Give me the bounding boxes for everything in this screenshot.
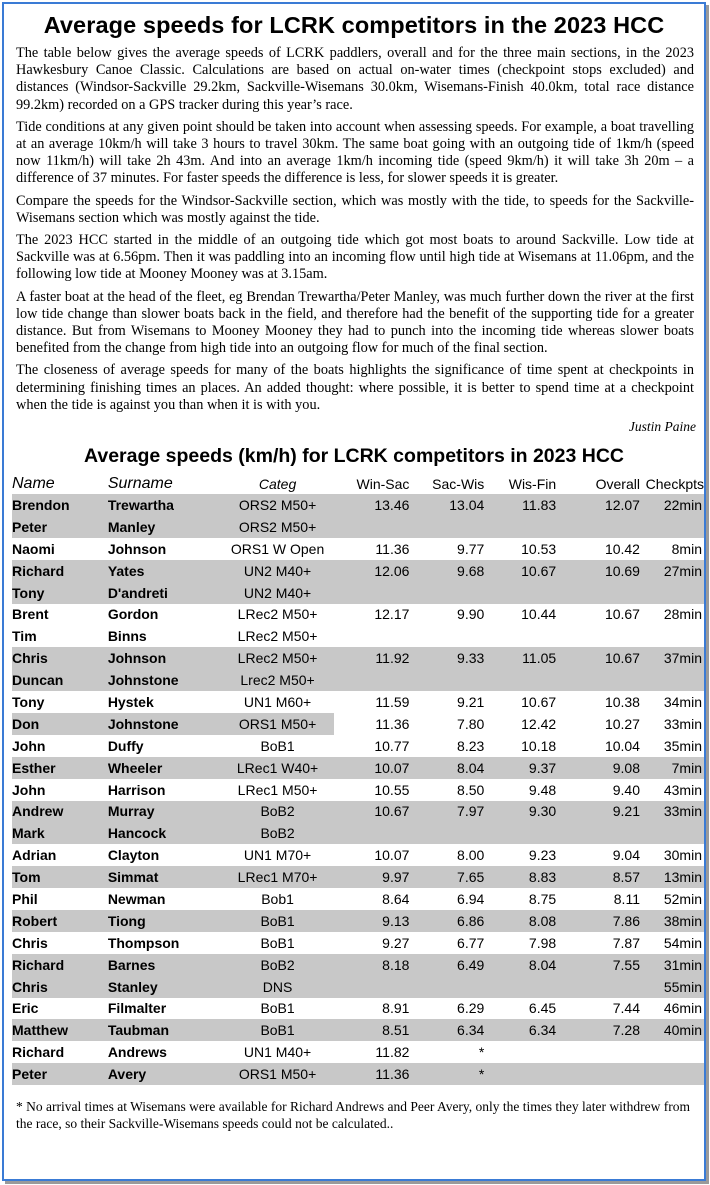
cell-wis-fin: 6.34	[484, 1019, 556, 1041]
cell-surname: Johnson	[108, 647, 222, 669]
table-row	[12, 866, 704, 888]
cell-wis-fin: 9.23	[528, 847, 557, 864]
table-row	[12, 669, 704, 691]
cell-name: Chris	[12, 934, 48, 951]
cell-win-sac: 13.46	[334, 494, 410, 516]
cell-win-sac: 11.36	[334, 1063, 410, 1085]
cell-surname: Johnstone	[108, 713, 222, 735]
cell-sac-wis: 7.65	[409, 866, 484, 888]
cell-name: Eric	[12, 1000, 39, 1017]
cell-surname: Gordon	[107, 606, 159, 623]
cell-category: LRec1 M70+	[222, 866, 334, 888]
speeds-table	[12, 474, 704, 1085]
cell-surname: Johnstone	[108, 669, 222, 691]
cell-name: Brendon	[12, 494, 108, 516]
cell-wis-fin: 11.83	[484, 494, 556, 516]
cell-win-sac: 11.92	[334, 647, 410, 669]
cell-wis-fin: 9.48	[528, 781, 557, 798]
cell-sac-wis: *	[409, 1063, 484, 1085]
table-header-row	[12, 474, 704, 494]
cell-wis-fin: 10.44	[521, 606, 557, 623]
cell-win-sac	[334, 669, 410, 691]
cell-overall: 8.11	[613, 891, 640, 908]
cell-name: Duncan	[12, 669, 108, 691]
article-body	[16, 45, 694, 414]
cell-surname: Murray	[108, 801, 222, 823]
cell-checkpoints: 31min	[640, 954, 704, 976]
cell-overall: 7.55	[556, 954, 640, 976]
cell-surname: Avery	[108, 1063, 222, 1085]
header-name: Name	[12, 475, 55, 493]
cell-sac-wis: 9.33	[409, 647, 484, 669]
header-wis-fin: Wis-Fin	[508, 476, 557, 493]
cell-surname: Andrews	[107, 1044, 167, 1061]
cell-name: Robert	[12, 910, 108, 932]
cell-win-sac: 11.59	[375, 694, 410, 711]
cell-checkpoints: 55min	[640, 976, 704, 998]
table-row	[12, 647, 704, 669]
header-category: Categ	[258, 476, 297, 493]
paragraph: The closeness of average speeds for many of the boats highlights the significance of time spent at checkpoints in determining finishing times an places. An added thought: where possible, it is better to spend time at a checkpoint when the tide is against you than when it is with you.	[16, 362, 694, 413]
cell-sac-wis: 8.50	[457, 781, 485, 798]
cell-checkpoints: 28min	[663, 606, 702, 623]
cell-sac-wis	[409, 822, 484, 844]
cell-category: ORS2 M50+	[222, 516, 334, 538]
cell-surname: Wheeler	[108, 757, 222, 779]
cell-sac-wis: 6.34	[409, 1019, 484, 1041]
cell-overall	[556, 1063, 640, 1085]
cell-overall: 9.04	[612, 847, 640, 864]
cell-category: BoB2	[222, 801, 334, 823]
cell-win-sac: 10.55	[374, 781, 410, 798]
paragraph: Tide conditions at any given point should be taken into account when assessing speeds. For example, a boat travelling at an average 10km/h will take 3 hours to travel 30km. The same boat going with an outgoing tide of 1km/h (speed now 11km/h) will take 2h 43m. And into an average 1km/h incoming tide (speed 9km/h) it will take 3h 20m – a difference of 37 minutes. For faster speeds the difference is less, for slower speeds it is greater.	[16, 118, 694, 187]
cell-category: LRec1 M50+	[237, 781, 318, 798]
cell-win-sac: 9.13	[334, 910, 410, 932]
cell-checkpoints	[640, 1063, 704, 1085]
cell-surname: Binns	[107, 628, 147, 645]
cell-checkpoints	[640, 669, 704, 691]
cell-checkpoints: 46min	[663, 1000, 702, 1017]
cell-overall: 10.04	[604, 737, 640, 754]
cell-sac-wis: 6.94	[457, 891, 485, 908]
table-row	[12, 604, 704, 626]
cell-category: BoB1	[222, 910, 334, 932]
cell-surname: Simmat	[108, 866, 222, 888]
cell-win-sac: 9.27	[382, 934, 410, 951]
table-title: Average speeds (km/h) for LCRK competitors in 2023 HCC	[84, 445, 624, 468]
cell-overall: 10.42	[604, 540, 640, 557]
cell-category: UN1 M60+	[243, 694, 312, 711]
table-row	[12, 560, 704, 582]
cell-wis-fin: 8.08	[484, 910, 556, 932]
cell-wis-fin: 8.83	[484, 866, 556, 888]
cell-name: Richard	[12, 560, 108, 582]
cell-wis-fin	[484, 1041, 556, 1063]
table-row	[12, 888, 704, 910]
cell-surname: D'andreti	[108, 582, 222, 604]
cell-category: LRec2 M50+	[237, 606, 318, 623]
cell-win-sac: 12.17	[374, 606, 410, 623]
cell-category: UN1 M70+	[243, 847, 312, 864]
cell-name: Chris	[12, 976, 108, 998]
cell-category: ORS1 M50+	[222, 1063, 334, 1085]
cell-surname: Manley	[108, 516, 222, 538]
table-row	[12, 757, 704, 779]
cell-surname: Thompson	[107, 934, 180, 951]
cell-checkpoints	[640, 516, 704, 538]
cell-wis-fin	[484, 1063, 556, 1085]
cell-checkpoints: 22min	[640, 494, 704, 516]
cell-overall: 7.86	[556, 910, 640, 932]
cell-win-sac: 8.18	[334, 954, 410, 976]
paragraph: Compare the speeds for the Windsor-Sackville section, which was mostly with the tide, to speeds for the Sackville-Wisemans section which was mostly against the tide.	[16, 192, 694, 226]
cell-name: Chris	[12, 647, 108, 669]
cell-wis-fin: 12.42	[521, 715, 557, 732]
cell-overall: 10.67	[556, 647, 640, 669]
cell-category: BoB2	[222, 954, 334, 976]
cell-name: Peter	[12, 1063, 108, 1085]
cell-surname: Hancock	[108, 822, 222, 844]
cell-win-sac: 9.97	[334, 866, 410, 888]
cell-overall: 10.38	[604, 694, 640, 711]
cell-overall	[556, 822, 640, 844]
table-row	[12, 998, 704, 1020]
cell-win-sac	[334, 822, 410, 844]
cell-checkpoints: 52min	[663, 891, 702, 908]
cell-wis-fin: 10.67	[484, 560, 556, 582]
cell-wis-fin	[484, 582, 556, 604]
table-row	[12, 625, 704, 647]
cell-win-sac: 10.07	[374, 847, 410, 864]
cell-win-sac: 10.77	[374, 737, 410, 754]
cell-win-sac	[334, 625, 410, 647]
cell-name: Brent	[12, 606, 49, 623]
cell-checkpoints	[640, 625, 704, 647]
cell-surname: Stanley	[108, 976, 222, 998]
cell-surname: Filmalter	[107, 1000, 167, 1017]
cell-category: BoB2	[222, 822, 334, 844]
cell-wis-fin: 10.67	[521, 694, 557, 711]
cell-surname: Newman	[107, 891, 166, 908]
cell-name: Tom	[12, 866, 108, 888]
table-row	[12, 1063, 704, 1085]
cell-category: ORS1 W Open	[230, 540, 325, 557]
cell-name: Esther	[12, 757, 108, 779]
cell-overall: 7.44	[612, 1000, 640, 1017]
cell-wis-fin	[484, 669, 556, 691]
cell-surname: Barnes	[108, 954, 222, 976]
cell-checkpoints: 33min	[640, 801, 704, 823]
cell-overall: 9.21	[556, 801, 640, 823]
cell-wis-fin: 8.04	[484, 954, 556, 976]
table-row	[12, 1019, 704, 1041]
cell-win-sac: 11.36	[375, 540, 410, 557]
paragraph: The table below gives the average speeds of LCRK paddlers, overall and for the three main sections, in the 2023 Hawkesbury Canoe Classic. Calculations are based on actual on-water times (checkpoint stops excluded) and distances (Windsor-Sackville 29.2km, Sackville-Wisemans 30.0km, Wisemans-Finish 40.0km, total race distance 99.2km) recorded on a GPS tracker during this year’s race.	[16, 45, 694, 113]
cell-category: BoB1	[222, 1019, 334, 1041]
header-surname: Surname	[107, 475, 173, 493]
cell-category: Bob1	[261, 891, 294, 908]
table-row	[12, 801, 704, 823]
author-byline: Justin Paine	[628, 419, 696, 435]
cell-overall: 8.57	[556, 866, 640, 888]
cell-name: Matthew	[12, 1019, 108, 1041]
cell-category: BoB1	[260, 934, 295, 951]
cell-sac-wis	[409, 582, 484, 604]
cell-name: Tony	[12, 694, 45, 711]
header-sac-wis: Sac-Wis	[432, 476, 485, 493]
cell-name: John	[12, 781, 46, 798]
cell-name: Andrew	[12, 801, 108, 823]
cell-checkpoints	[640, 1041, 704, 1063]
cell-sac-wis: 9.77	[457, 540, 485, 557]
cell-name: Richard	[12, 954, 108, 976]
cell-category: DNS	[222, 976, 334, 998]
cell-checkpoints: 34min	[663, 694, 702, 711]
table-row	[12, 976, 704, 998]
cell-category: BoB1	[260, 737, 295, 754]
cell-sac-wis	[409, 625, 484, 647]
cell-name: Richard	[12, 1044, 65, 1061]
cell-win-sac	[334, 976, 410, 998]
cell-wis-fin	[484, 625, 556, 647]
cell-sac-wis: 6.49	[409, 954, 484, 976]
cell-overall: 9.40	[612, 781, 640, 798]
cell-overall: 10.69	[556, 560, 640, 582]
cell-sac-wis	[409, 516, 484, 538]
cell-checkpoints	[640, 582, 704, 604]
cell-sac-wis: 8.04	[409, 757, 484, 779]
cell-wis-fin	[484, 976, 556, 998]
cell-category: LRec1 W40+	[222, 757, 334, 779]
cell-checkpoints: 40min	[640, 1019, 704, 1041]
cell-checkpoints: 13min	[640, 866, 704, 888]
cell-checkpoints: 38min	[640, 910, 704, 932]
table-row	[12, 691, 704, 713]
table-row	[12, 932, 704, 954]
cell-overall	[556, 1041, 640, 1063]
cell-name: Don	[12, 713, 108, 735]
table-row	[12, 713, 704, 735]
cell-overall	[556, 669, 640, 691]
table-row	[12, 779, 704, 801]
cell-win-sac	[334, 516, 410, 538]
cell-checkpoints: 54min	[663, 934, 702, 951]
table-row	[12, 538, 704, 560]
article-frame	[2, 2, 706, 1181]
cell-category: LRec2 M50+	[237, 628, 318, 645]
cell-name: John	[12, 737, 46, 754]
cell-sac-wis: 9.68	[409, 560, 484, 582]
cell-sac-wis: 7.97	[409, 801, 484, 823]
cell-win-sac: 8.51	[334, 1019, 410, 1041]
cell-sac-wis: 6.77	[457, 934, 485, 951]
cell-wis-fin: 9.37	[484, 757, 556, 779]
table-row	[12, 735, 704, 757]
cell-checkpoints: 35min	[663, 737, 702, 754]
cell-overall	[556, 582, 640, 604]
cell-checkpoints	[640, 822, 704, 844]
cell-sac-wis: *	[478, 1044, 485, 1061]
cell-checkpoints: 33min	[663, 715, 702, 732]
header-win-sac: Win-Sac	[356, 476, 410, 493]
cell-checkpoints: 37min	[640, 647, 704, 669]
cell-name: Tim	[12, 628, 37, 645]
header-overall: Overall	[595, 476, 640, 493]
cell-surname: Yates	[108, 560, 222, 582]
table-row	[12, 954, 704, 976]
cell-overall: 10.67	[604, 606, 640, 623]
table-body	[12, 494, 704, 1085]
cell-wis-fin: 8.75	[528, 891, 557, 908]
paragraph: The 2023 HCC started in the middle of an outgoing tide which got most boats to around Sackville. Low tide at Sackville was at 6.56pm. Then it was paddling into an incoming flow until high tide at Wisemans at 11.06pm, and the following low tide at Mooney Mooney was at 3.15am.	[16, 232, 694, 283]
cell-sac-wis: 9.90	[457, 606, 485, 623]
cell-category: Lrec2 M50+	[222, 669, 334, 691]
table-row	[12, 516, 704, 538]
cell-category: ORS2 M50+	[222, 494, 334, 516]
cell-category: LRec2 M50+	[222, 647, 334, 669]
footnote: * No arrival times at Wisemans were available for Richard Andrews and Peer Avery, only the times they later withdrew from the race, so their Sackville-Wisemans speeds could not be calculated..	[16, 1099, 690, 1131]
cell-win-sac: 10.67	[334, 801, 410, 823]
cell-overall	[556, 625, 640, 647]
cell-checkpoints: 27min	[640, 560, 704, 582]
cell-overall: 10.27	[604, 715, 640, 732]
table-row	[12, 1041, 704, 1063]
cell-wis-fin: 10.53	[521, 540, 557, 557]
cell-surname: Tiong	[108, 910, 222, 932]
cell-surname: Duffy	[107, 737, 144, 754]
cell-name: Mark	[12, 822, 108, 844]
table-row	[12, 494, 704, 516]
cell-overall	[556, 976, 640, 998]
cell-surname: Taubman	[108, 1019, 222, 1041]
cell-wis-fin: 10.18	[521, 737, 557, 754]
table-row	[12, 844, 704, 866]
cell-wis-fin	[484, 516, 556, 538]
cell-name: Peter	[12, 516, 108, 538]
cell-win-sac: 12.06	[334, 560, 410, 582]
cell-sac-wis	[409, 976, 484, 998]
cell-sac-wis: 8.23	[457, 737, 485, 754]
cell-wis-fin: 9.30	[484, 801, 556, 823]
cell-sac-wis: 7.80	[457, 715, 485, 732]
cell-surname: Hystek	[107, 694, 154, 711]
cell-wis-fin	[484, 822, 556, 844]
cell-wis-fin: 7.98	[528, 934, 557, 951]
cell-overall	[556, 516, 640, 538]
table-row	[12, 582, 704, 604]
cell-win-sac: 11.36	[375, 715, 410, 732]
cell-overall: 12.07	[556, 494, 640, 516]
cell-name: Tony	[12, 582, 108, 604]
cell-category: UN1 M40+	[243, 1044, 312, 1061]
cell-wis-fin: 11.05	[484, 647, 556, 669]
cell-win-sac: 8.91	[382, 1000, 410, 1017]
paragraph: A faster boat at the head of the fleet, eg Brendan Trewartha/Peter Manley, was much further down the river at the first low tide change than slower boats back in the field, and therefore had the benefit of the supporting tide for a greater distance. But from Wisemans to Mooney Mooney they had to punch into the incoming tide whereas slower boats benefited from the change from high tide into an outgoing flow for much of the final section.	[16, 288, 694, 357]
cell-surname: Clayton	[107, 847, 160, 864]
cell-win-sac: 8.64	[382, 891, 410, 908]
cell-sac-wis: 6.29	[457, 1000, 485, 1017]
cell-category: UN2 M40+	[222, 582, 334, 604]
cell-name: Naomi	[12, 540, 55, 557]
cell-category: UN2 M40+	[222, 560, 334, 582]
cell-name: Phil	[12, 891, 38, 908]
cell-sac-wis: 6.86	[409, 910, 484, 932]
cell-sac-wis: 8.00	[457, 847, 485, 864]
cell-surname: Harrison	[107, 781, 166, 798]
article-title: Average speeds for LCRK competitors in the 2023 HCC	[43, 12, 665, 38]
cell-wis-fin: 6.45	[528, 1000, 557, 1017]
cell-checkpoints: 30min	[663, 847, 702, 864]
cell-overall: 7.28	[556, 1019, 640, 1041]
cell-category: BoB1	[260, 1000, 295, 1017]
cell-checkpoints: 7min	[640, 757, 704, 779]
cell-overall: 7.87	[612, 934, 640, 951]
cell-win-sac: 11.82	[375, 1044, 410, 1061]
cell-category: ORS1 M50+	[222, 713, 334, 735]
cell-surname: Trewartha	[108, 494, 222, 516]
cell-win-sac	[334, 582, 410, 604]
table-row	[12, 910, 704, 932]
cell-sac-wis: 9.21	[457, 694, 485, 711]
cell-surname: Johnson	[107, 540, 167, 557]
cell-sac-wis: 13.04	[409, 494, 484, 516]
header-checkpoints: Checkpts	[645, 476, 704, 493]
cell-name: Adrian	[12, 847, 57, 864]
cell-checkpoints: 43min	[663, 781, 702, 798]
cell-overall: 9.08	[556, 757, 640, 779]
table-row	[12, 822, 704, 844]
cell-sac-wis	[409, 669, 484, 691]
cell-win-sac: 10.07	[334, 757, 410, 779]
cell-checkpoints: 8min	[671, 540, 702, 557]
